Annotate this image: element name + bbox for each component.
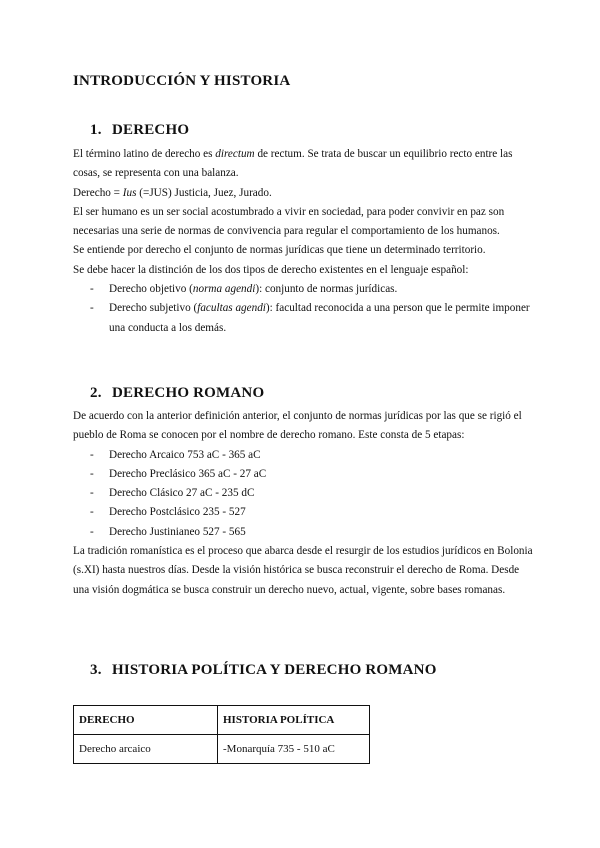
paragraph: De acuerdo con la anterior definición anterior, el conjunto de normas jurídicas por las que se rigió el pueblo de Roma se conocen por el nombre de derecho romano. Este consta de 5 etapas: — [73, 410, 522, 442]
table-header-cell: HISTORIA POLÍTICA — [218, 706, 370, 735]
list-item: - Derecho Preclásico 365 aC - 27 aC — [73, 465, 533, 484]
history-table — [73, 705, 370, 764]
list-item: - Derecho Arcaico 753 aC - 365 aC — [73, 446, 533, 465]
section-3-number: 3. — [90, 662, 102, 678]
paragraph: La tradición romanística es el proceso que abarca desde el resurgir de los estudios jurídicos en Bolonia (s.XI) hasta nuestros días. Desde la visión histórica se busca reconstruir el derecho de Roma. Desde una visión dogmática se busca construir un derecho nuevo, actual, vigente, sobre bases romanas. — [73, 545, 533, 596]
stages-list — [73, 446, 533, 542]
paragraph: El ser humano es un ser social acostumbrado a vivir en sociedad, para poder convivir en paz son necesarias una serie de normas de convivencia para regular el comportamiento de los humanos. — [73, 205, 505, 238]
document-title: INTRODUCCIÓN Y HISTORIA — [73, 73, 291, 89]
table-cell: Derecho arcaico — [74, 735, 218, 764]
list-item: - Derecho objetivo (norma agendi): conjunto de normas jurídicas. — [73, 280, 533, 299]
paragraph: Derecho = Ius (=JUS) Justicia, Juez, Jurado. — [73, 186, 272, 199]
table-row — [74, 735, 370, 764]
list-item: - Derecho Postclásico 235 - 527 — [73, 503, 533, 522]
list-item: - Derecho Justinianeo 527 - 565 — [73, 523, 533, 542]
section-1-heading — [90, 122, 189, 139]
section-2-number: 2. — [90, 385, 102, 401]
section-2-heading — [90, 385, 264, 402]
section-1-body — [73, 145, 533, 338]
section-1-title: DERECHO — [111, 122, 190, 138]
section-2-body — [73, 407, 533, 600]
section-3-title: HISTORIA POLÍTICA Y DERECHO ROMANO — [111, 662, 437, 678]
paragraph: El término latino de derecho es directum de rectum. Se trata de buscar un equilibrio recto entre las cosas, se representa con una balanza. — [73, 148, 513, 180]
list-item: - Derecho Clásico 27 aC - 235 dC — [73, 484, 533, 503]
section-3-heading — [90, 662, 437, 679]
section-1-number: 1. — [90, 122, 102, 138]
paragraph: Se debe hacer la distinción de los dos tipos de derecho existentes en el lenguaje español: — [73, 263, 469, 276]
table-header-row — [74, 706, 370, 735]
paragraph: Se entiende por derecho el conjunto de normas jurídicas que tiene un determinado territorio. — [73, 244, 486, 257]
list-item: - Derecho subjetivo (facultas agendi): facultad reconocida a una person que le permite imponer una conducta a los demás. — [73, 299, 533, 338]
law-types-list — [73, 280, 533, 338]
table-cell: -Monarquía 735 - 510 aC — [218, 735, 370, 764]
section-2-title: DERECHO ROMANO — [111, 385, 265, 401]
table-header-cell: DERECHO — [74, 706, 218, 735]
